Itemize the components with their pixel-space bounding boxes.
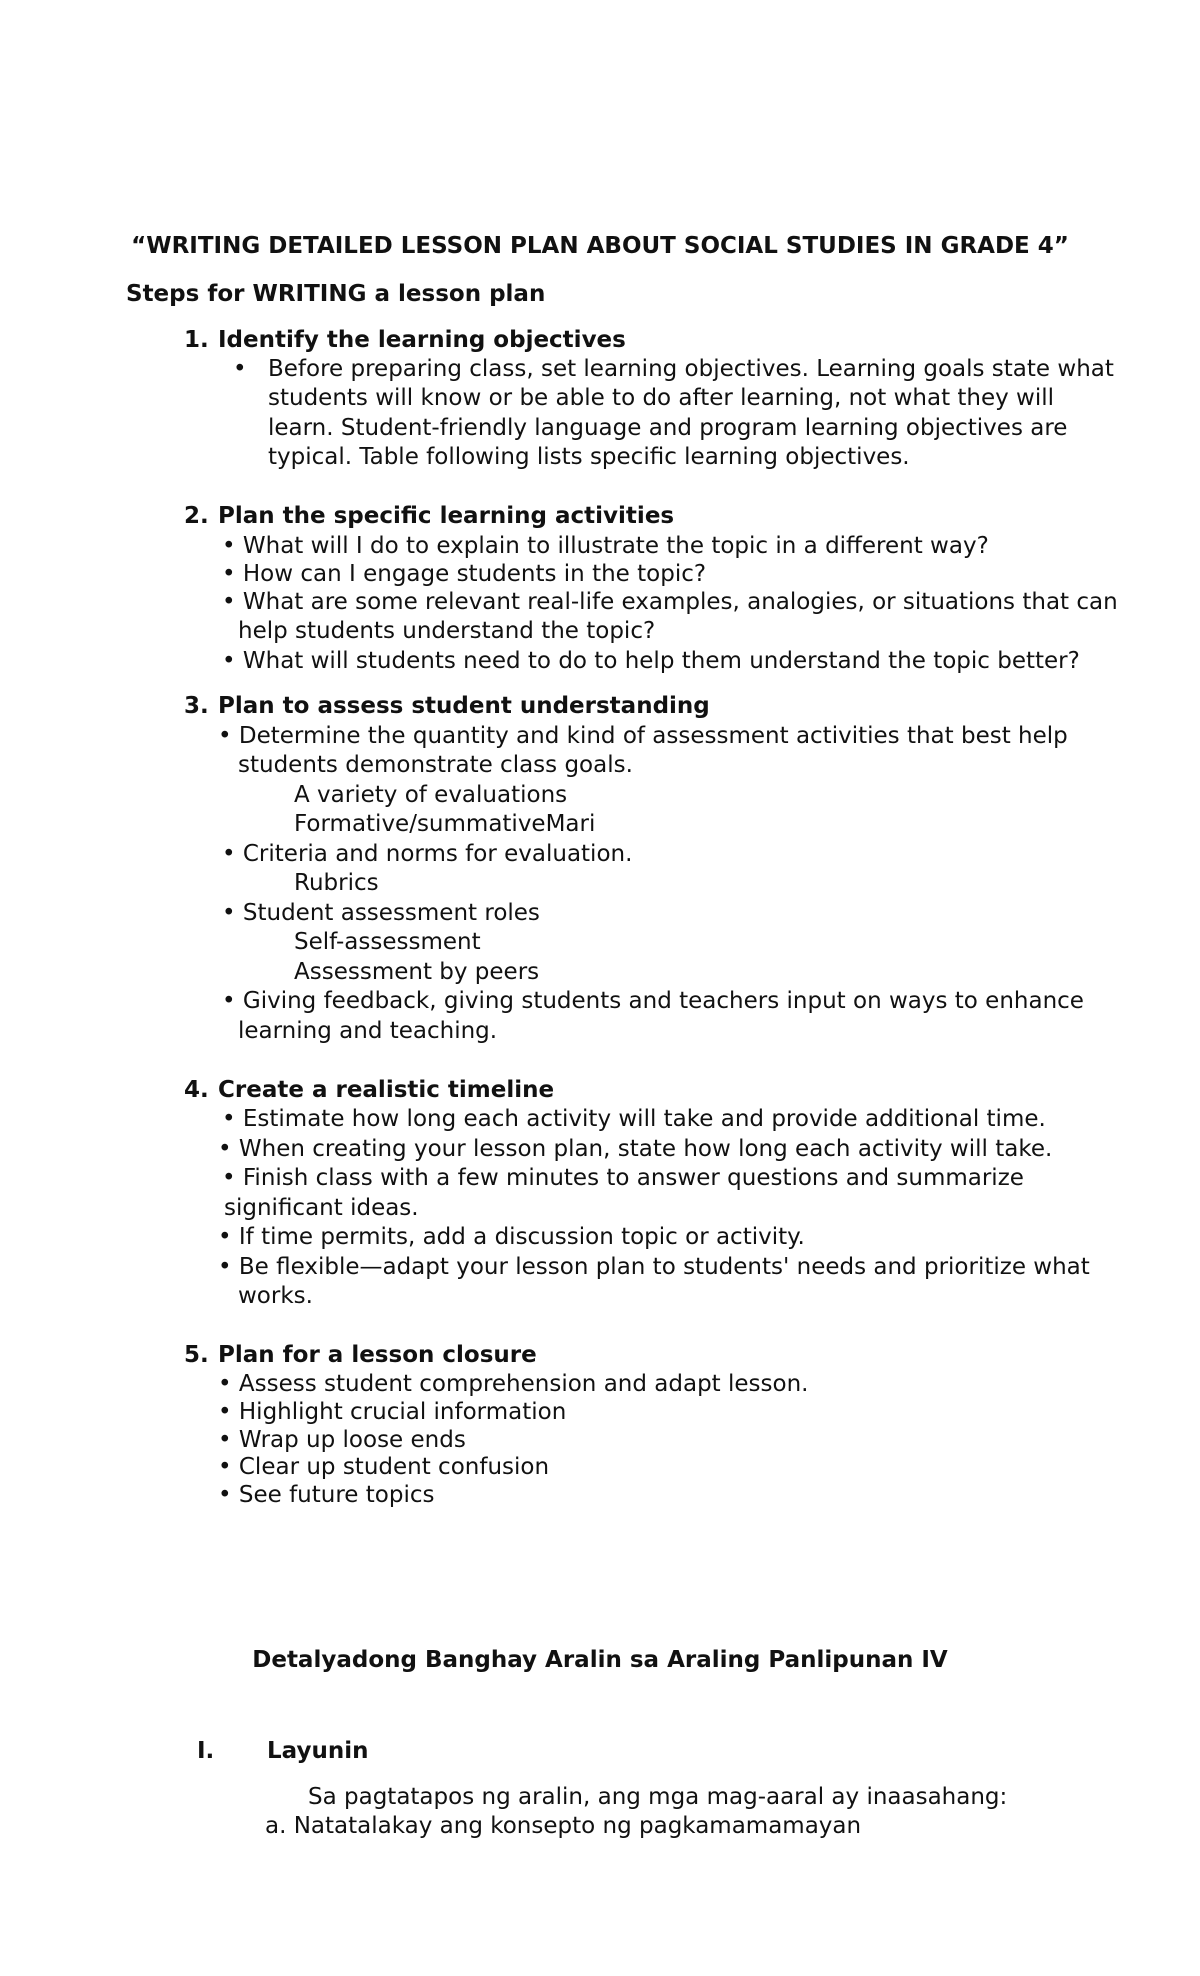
- list-item: students will know or be able to do after learning, not what they will: [268, 385, 1055, 411]
- list-item: Formative/summativeMari: [294, 811, 596, 837]
- list-item: • Determine the quantity and kind of assessment activities that best help: [218, 723, 1068, 749]
- list-item: students demonstrate class goals.: [238, 752, 633, 778]
- list-item: • What will I do to explain to illustrate the topic in a different way?: [222, 533, 989, 559]
- bullet-icon: •: [233, 356, 247, 382]
- steps-subtitle: Steps for WRITING a lesson plan: [126, 281, 546, 307]
- step-number: 3.: [184, 693, 209, 719]
- section-intro: Sa pagtatapos ng aralin, ang mga mag-aaral ay inaasahang:: [308, 1784, 1008, 1810]
- section-heading: Layunin: [267, 1738, 369, 1764]
- list-item: • How can I engage students in the topic?: [222, 561, 707, 587]
- list-item: • Finish class with a few minutes to answer questions and summarize: [222, 1165, 1024, 1191]
- list-item: • Estimate how long each activity will take and provide additional time.: [222, 1106, 1046, 1132]
- step-number: 4.: [184, 1077, 209, 1103]
- section-roman-numeral: I.: [197, 1738, 215, 1764]
- list-item: Self-assessment: [294, 929, 481, 955]
- list-item: help students understand the topic?: [238, 618, 656, 644]
- list-item: • Criteria and norms for evaluation.: [222, 841, 633, 867]
- list-item: typical. Table following lists specific learning objectives.: [268, 444, 910, 470]
- step-number: 1.: [184, 327, 209, 353]
- step-number: 5.: [184, 1342, 209, 1368]
- list-item: • What will students need to do to help them understand the topic better?: [222, 648, 1080, 674]
- step-5-heading: [184, 1341, 537, 1371]
- list-item: • Be flexible—adapt your lesson plan to students' needs and prioritize what: [218, 1254, 1090, 1280]
- page-title: “WRITING DETAILED LESSON PLAN ABOUT SOCIAL STUDIES IN GRADE 4”: [131, 233, 1069, 259]
- list-item: • When creating your lesson plan, state how long each activity will take.: [218, 1136, 1053, 1162]
- list-item: Rubrics: [294, 870, 379, 896]
- step-4-heading: [184, 1076, 554, 1106]
- step-title: Plan the specific learning activities: [218, 503, 675, 529]
- list-item: • See future topics: [218, 1482, 435, 1508]
- step-1-heading: [184, 326, 626, 356]
- list-item: • Student assessment roles: [222, 900, 540, 926]
- list-item: • Giving feedback, giving students and teachers input on ways to enhance: [222, 988, 1084, 1014]
- step-number: 2.: [184, 503, 209, 529]
- list-item: • Highlight crucial information: [218, 1399, 567, 1425]
- step-title: Plan to assess student understanding: [218, 693, 710, 719]
- list-item: • Wrap up loose ends: [218, 1427, 466, 1453]
- list-item: • If time permits, add a discussion topic or activity.: [218, 1224, 805, 1250]
- list-item: learning and teaching.: [238, 1018, 498, 1044]
- list-item: A variety of evaluations: [294, 782, 568, 808]
- list-item: works.: [238, 1283, 313, 1309]
- step-title: Plan for a lesson closure: [218, 1342, 537, 1368]
- list-item: Assessment by peers: [294, 959, 540, 985]
- list-item: • Clear up student confusion: [218, 1454, 550, 1480]
- step-title: Identify the learning objectives: [218, 327, 626, 353]
- list-item: • What are some relevant real-life examples, analogies, or situations that can: [222, 589, 1118, 615]
- list-item: • Assess student comprehension and adapt lesson.: [218, 1371, 809, 1397]
- list-item: significant ideas.: [224, 1195, 419, 1221]
- step-title: Create a realistic timeline: [218, 1077, 555, 1103]
- step-2-heading: [184, 502, 674, 532]
- list-item: a. Natatalakay ang konsepto ng pagkamamamayan: [265, 1813, 862, 1839]
- lesson-plan-title: Detalyadong Banghay Aralin sa Araling Panlipunan IV: [252, 1647, 948, 1673]
- list-item: learn. Student-friendly language and program learning objectives are: [268, 415, 1068, 441]
- list-item: Before preparing class, set learning objectives. Learning goals state what: [268, 356, 1114, 382]
- step-3-heading: [184, 692, 710, 722]
